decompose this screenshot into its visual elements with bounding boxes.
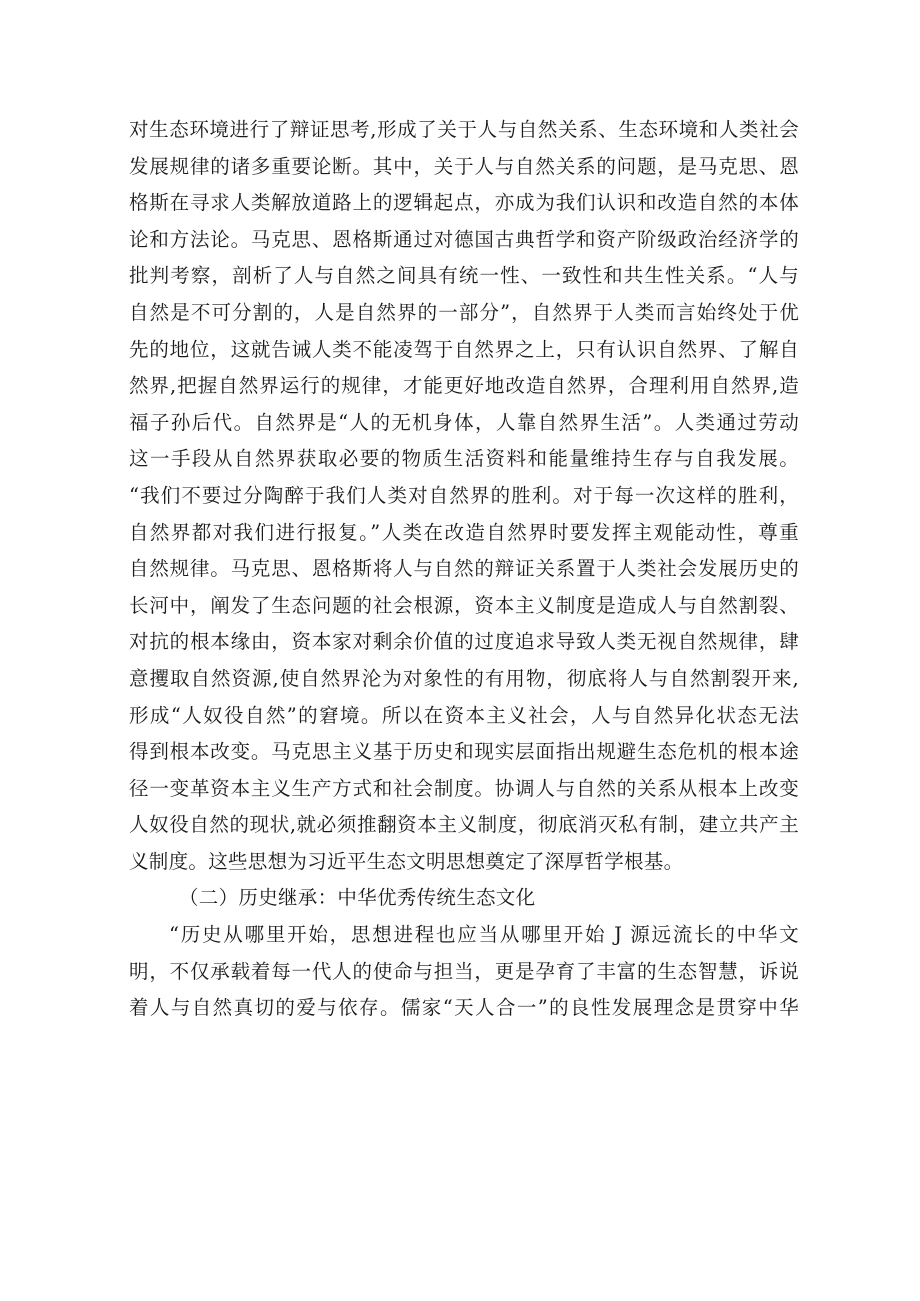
text-line: 长河中，阐发了生态问题的社会根源，资本主义制度是造成人与自然割裂、 (129, 593, 799, 617)
text-line: 意攫取自然资源,使自然界沦为对象性的有用物，彻底将人与自然割裂开来, (129, 666, 799, 690)
paragraph-historical-inheritance (129, 917, 799, 1027)
text-line: 论和方法论。马克思、恩格斯通过对德国古典哲学和资产阶级政治经济学的 (129, 227, 799, 251)
text-line: 人奴役自然的现状,就必须推翻资本主义制度，彻底消灭私有制，建立共产主 (129, 813, 799, 837)
text-line: 得到根本改变。马克思主义基于历史和现实层面指出规避生态危机的根本途 (129, 740, 799, 764)
text-line: “历史从哪里开始，思想进程也应当从哪里开始 J 源远流长的中华文 (169, 923, 799, 947)
text-line: 发展规律的诸多重要论断。其中，关于人与自然关系的问题，是马克思、恩 (129, 154, 799, 178)
paragraph-marx-engels-nature (129, 112, 799, 880)
text-line: 自然规律。马克思、恩格斯将人与自然的辩证关系置于人类社会发展历史的 (129, 557, 799, 581)
text-line: 对抗的根本缘由，资本家对剩余价值的过度追求导致人类无视自然规律，肆 (129, 630, 799, 654)
text-line: 先的地位，这就告诫人类不能凌驾于自然界之上，只有认识自然界、了解自 (129, 337, 799, 361)
text-line: “我们不要过分陶醉于我们人类对自然界的胜利。对于每一次这样的胜利， (129, 483, 799, 507)
text-line: 这一手段从自然界获取必要的物质生活资料和能量维持生存与自我发展。 (129, 447, 799, 471)
text-line: 福子孙后代。自然界是“人的无机身体，人靠自然界生活”。人类通过劳动 (129, 410, 799, 434)
text-line: 自然是不可分割的，人是自然界的一部分”，自然界于人类而言始终处于优 (129, 300, 799, 324)
text-line: 批判考察，剖析了人与自然之间具有统一性、一致性和共生性关系。“人与 (129, 264, 799, 288)
text-line: 着人与自然真切的爱与依存。儒家“天人合一”的良性发展理念是贯穿中华 (129, 996, 799, 1020)
text-line: 格斯在寻求人类解放道路上的逻辑起点，亦成为我们认识和改造自然的本体 (129, 191, 799, 215)
text-line: 对生态环境进行了辩证思考,形成了关于人与自然关系、生态环境和人类社会 (129, 118, 799, 141)
text-line: 明，不仅承载着每一代人的使命与担当，更是孕育了丰富的生态智慧，诉说 (129, 959, 799, 983)
text-line: 义制度。这些思想为习近平生态文明思想奠定了深厚哲学根基。 (129, 849, 684, 873)
text-line: 形成“人奴役自然”的窘境。所以在资本主义社会，人与自然异化状态无法 (129, 703, 799, 727)
section-heading: （二）历史继承：中华优秀传统生态文化 (179, 886, 536, 910)
text-line: 然界,把握自然界运行的规律，才能更好地改造自然界，合理利用自然界,造 (129, 374, 799, 398)
document-body (129, 112, 799, 1027)
text-line: 径一变革资本主义生产方式和社会制度。协调人与自然的关系从根本上改变 (129, 776, 799, 800)
text-line: 自然界都对我们进行报复。”人类在改造自然界时要发挥主观能动性，尊重 (129, 520, 799, 544)
